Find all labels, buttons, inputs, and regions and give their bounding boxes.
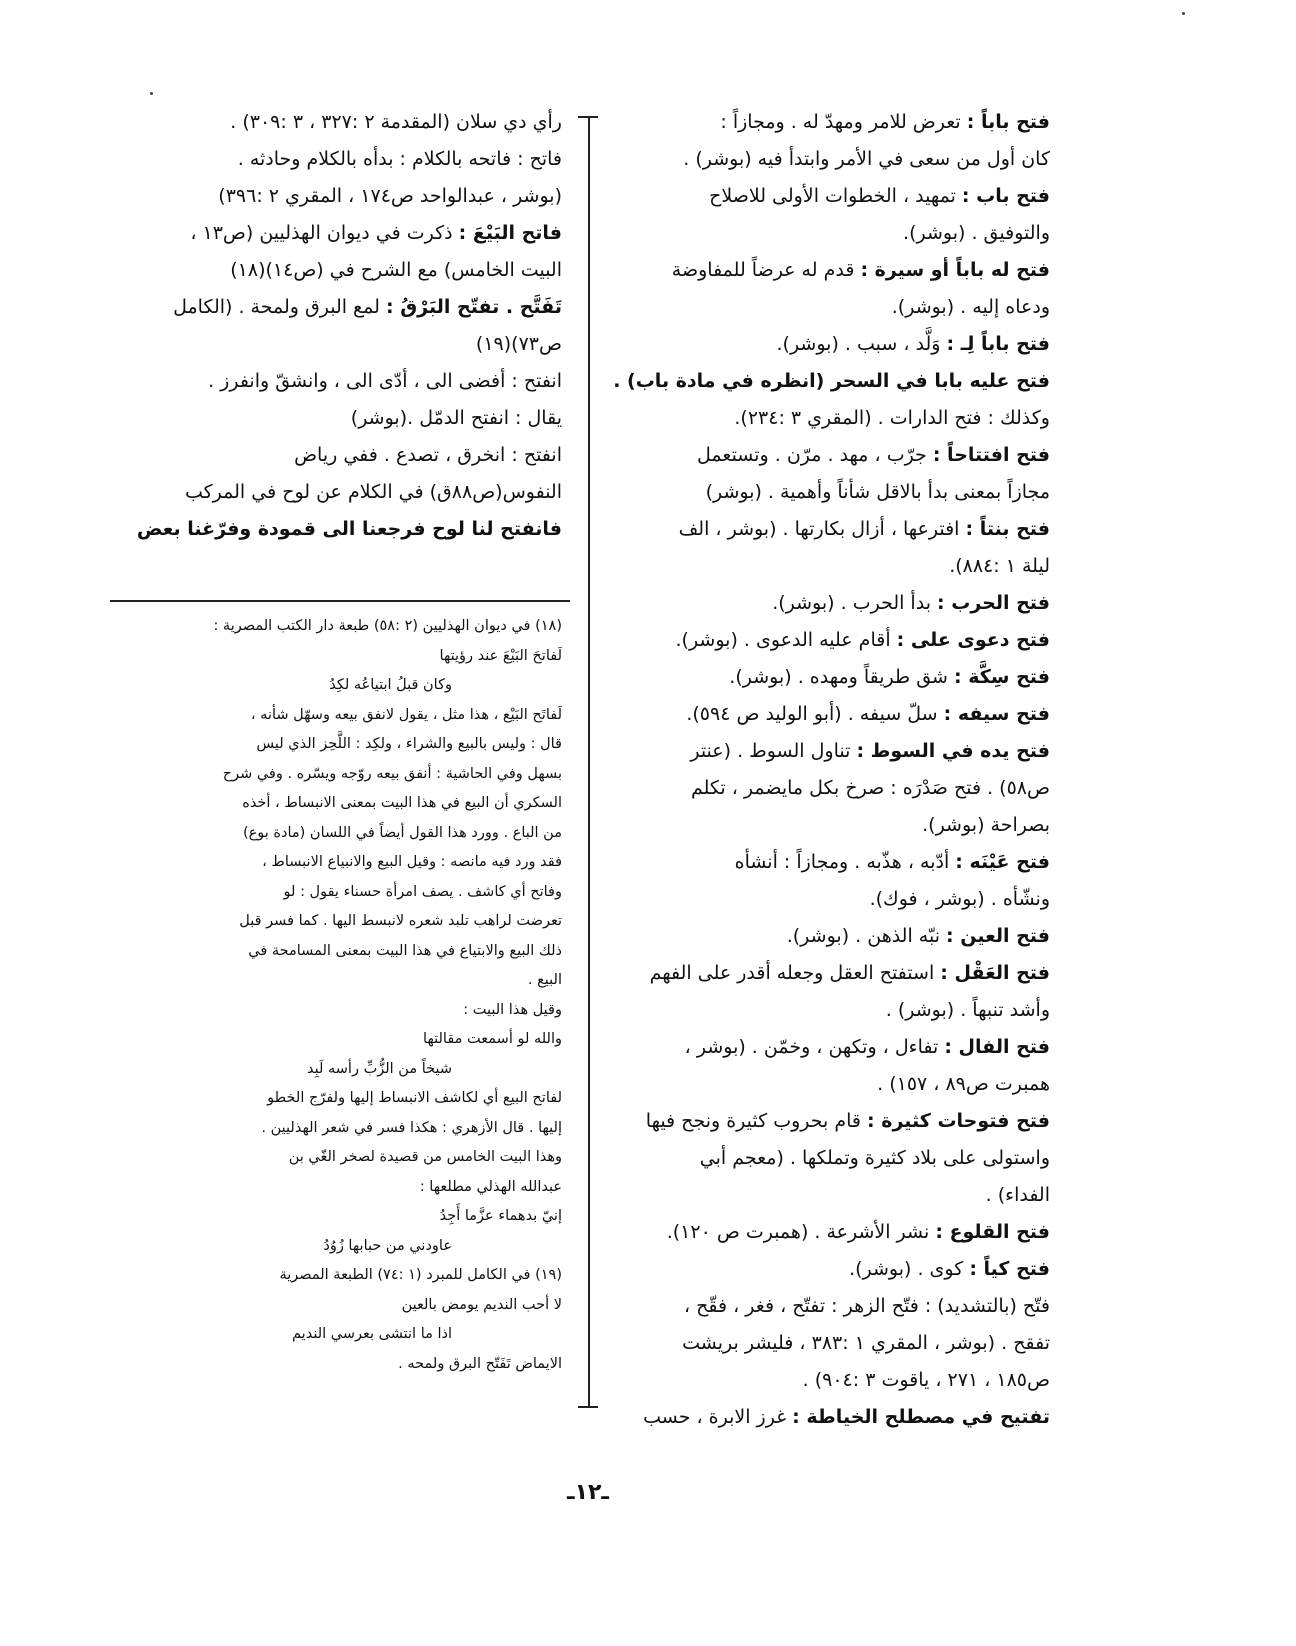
entry-headword: فتح دعوى على : [896,629,1050,651]
footnote-line: وفاتح أي كاشف . يصف امرأة حسناء يقول : لو [283,883,562,900]
entry-text: فاتح : فاتحه بالكلام : بدأه بالكلام وحادثه . [237,148,562,170]
entry-text: تناول السوط . (عنتر [690,740,857,762]
entry-headword: فتح يده في السوط : [856,740,1050,762]
entry-headword: فتح افتتاحاً : [932,444,1050,466]
text-line [610,807,1050,844]
column-divider-bottom-tick [578,1406,598,1408]
entry-text: تمهيد ، الخطوات الأولى للاصلاح [709,185,962,207]
entry-headword: تفتيح في مصطلح الخياطة : [792,1406,1050,1428]
text-line [610,955,1050,992]
entry-headword: فتح القلوع : [935,1221,1050,1243]
footnote-line: عاودني من حبابها زُوُدُ [323,1237,452,1254]
entry-headword: فانفتح لنا لوح فرجعنا الى قمودة وفرّغنا بعض [136,518,562,540]
footnote-separator [110,600,570,602]
entry-text: كان أول من سعى في الأمر وابتدأ فيه (بوشر) . [683,148,1050,170]
footnote-line: وهذا البيت الخامس من قصيدة لصخر الغّي بن [288,1149,562,1165]
text-line [610,1399,1050,1436]
scan-speck [150,92,153,95]
entry-text: تفقح . (بوشر ، المقري ١ :٣٨٣ ، فليشر بريشت [682,1332,1050,1354]
entry-text: تفاءل ، وتكهن ، وخمّن . (بوشر ، [684,1036,945,1058]
entry-headword: فتح عليه بابا في السحر (انظره في مادة باب) . [613,370,1050,392]
text-line [610,1251,1050,1288]
entry-text: سلّ سيفه . (أبو الوليد ص ٥٩٤). [686,703,944,725]
entry-text: قدم له عرضاً للمفاوضة [671,259,861,281]
footnote-line: من الباع . وورد هذا القول أيضاً في اللسان (مادة بوع) [242,824,562,841]
footnote-line: عبدالله الهذلي مطلعها : [419,1178,562,1195]
entry-text: يقال : انفتح الدمّل .(بوشر) [350,407,562,429]
entry-text: رأي دي سلان (المقدمة ٢ :٣٢٧ ، ٣ :٣٠٩) . [230,111,562,133]
entry-text: همبرت ص٨٩ ، ١٥٧) . [877,1073,1050,1095]
entry-text: انفتح : انخرق ، تصدع . ففي رياض [294,444,562,466]
entry-text: انفتح : أفضى الى ، أدّى الى ، وانشقّ وانفرز . [208,370,562,392]
text-line [610,400,1050,437]
entry-headword: فتح سيفه : [943,703,1050,725]
entry-text: شق طريقاً ومهده . (بوشر). [729,666,955,688]
text-line [115,289,562,326]
text-line [610,1066,1050,1103]
entry-headword: تَفَتَّح . تفتّح البَرْقُ : [385,296,562,318]
entry-text: كوى . (بوشر). [849,1258,970,1280]
entry-text: لمع البرق ولمحة . (الكامل [173,296,386,318]
footnote-line: إنيّ بدهماء عزَّما أَجِدُ [439,1208,562,1224]
entry-text: أدّبه ، هذّبه . ومجازاً : أنشأه [734,851,956,873]
text-line [610,511,1050,548]
entry-text: بدأ الحرب . (بوشر). [772,592,938,614]
text-line [610,252,1050,289]
entry-text: جرّب ، مهد . مرّن . وتستعمل [697,444,933,466]
text-line [610,215,1050,252]
text-line [610,1325,1050,1362]
footnote-line: قال : وليس بالبيع والشراء ، ولكِد : اللَّحِز الذي ليس [256,736,562,752]
column-divider-top-tick [578,116,598,118]
entry-text: ص٧٣)(١٩) [475,333,562,355]
text-line [610,918,1050,955]
text-line [115,141,562,178]
footnotes [115,612,562,1379]
left-column [115,104,562,548]
text-line [115,437,562,474]
text-line [610,881,1050,918]
text-line [610,326,1050,363]
text-line [610,141,1050,178]
entry-text: نشر الأشرعة . (همبرت ص ١٢٠). [666,1221,936,1243]
entry-text: نبّه الذهن . (بوشر). [786,925,947,947]
entry-text: (بوشر ، عبدالواحد ص١٧٤ ، المقري ٢ :٣٩٦) [218,185,562,207]
entry-text: غرز الابرة ، حسب [643,1406,793,1428]
text-line [115,363,562,400]
entry-text: أقام عليه الدعوى . (بوشر). [675,629,897,651]
text-line [115,474,562,511]
entry-headword: فتح باباً : [966,111,1050,133]
entry-text: قام بحروب كثيرة ونجح فيها [645,1110,868,1132]
text-line [115,104,562,141]
footnote-line: لفاتح البيع أي لكاشف الانبساط إليها ولفرّج الخطو [267,1090,562,1106]
text-line [610,844,1050,881]
page-number: ـ١٢ـ [567,1480,609,1505]
entry-headword: فتح الفال : [944,1036,1050,1058]
text-line [115,511,562,548]
text-line [610,1177,1050,1214]
entry-headword: فتح باب : [961,185,1050,207]
entry-headword: فتح الحرب : [937,592,1050,614]
entry-text: بصراحة (بوشر). [922,814,1050,836]
entry-text: والتوفيق . (بوشر). [903,222,1050,244]
text-line [610,474,1050,511]
entry-headword: فتح بنتاً : [965,518,1050,540]
entry-text: وكذلك : فتح الدارات . (المقري ٣ :٢٣٤). [734,407,1050,429]
entry-text: ليلة ١ :٨٨٤). [949,555,1050,577]
footnote-line: إليها . قال الأزهري : هكذا فسر في شعر الهذليين . [261,1119,562,1136]
entry-headword: فتح كياً : [969,1258,1050,1280]
text-line [610,1140,1050,1177]
entry-headword: فتح عَيْنَه : [955,851,1050,873]
text-line [610,1103,1050,1140]
text-line [610,437,1050,474]
text-line [610,585,1050,622]
text-line [115,178,562,215]
text-line [610,1362,1050,1399]
entry-headword: فتح له باباً أو سيرة : [860,259,1050,281]
footnote-line: وكان قبلُ ابتياعُه لكِدُ [329,677,452,693]
entry-headword: فتح العَقْل : [940,962,1050,984]
text-line [610,733,1050,770]
footnote-line: والله لو أسمعت مقالتها [423,1031,562,1047]
footnote-line: فقد ورد فيه مانصه : وقيل البيع والانبياع الانبساط ، [262,854,562,870]
entry-headword: فتح العين : [946,925,1050,947]
footnote-line: السكري أن البيع في هذا البيت بمعنى الانبساط ، أخذه [242,795,562,811]
text-line [610,770,1050,807]
entry-headword: فتح باباً لِـ : [946,333,1050,355]
text-line [115,252,562,289]
entry-text: ودعاه إليه . (بوشر). [891,296,1050,318]
text-line [610,696,1050,733]
entry-text: ذكرت في ديوان الهذليين (ص١٣ ، [190,222,459,244]
text-line [610,1214,1050,1251]
text-line [610,992,1050,1029]
text-line [115,215,562,252]
footnote-line: لَفاتَح البَيْع ، هذا مثل ، يقول لانفق بيعه وسهّل شأنه ، [250,706,562,723]
text-line [610,363,1050,400]
text-line [610,548,1050,585]
scan-speck [1182,12,1185,15]
footnote-line: وقيل هذا البيت : [463,1001,562,1018]
text-line [610,1029,1050,1066]
text-line [115,326,562,363]
footnote-line: شيخاً من الزُّبِّ رأسه لَبِد [307,1060,452,1077]
right-column [610,104,1050,1436]
entry-text: الفداء) . [985,1184,1050,1206]
entry-text: وأشد تنبهاً . (بوشر) . [885,999,1050,1021]
text-line [610,178,1050,215]
entry-text: ص٥٨) . فتح صَدْرَه : صرخ بكل مايضمر ، تكلم [690,777,1050,799]
text-line [610,659,1050,696]
entry-text: ونشّأه . (بوشر ، فوك). [869,888,1050,910]
footnote-line: ذلك البيع والابتياع في هذا البيت بمعنى المسامحة في [248,942,562,959]
entry-text: استفتح العقل وجعله أقدر على الفهم [649,962,941,984]
text-line [610,622,1050,659]
text-line [610,289,1050,326]
footnote-line: لَفاتحَ البَيْعَ عند رؤيتها [439,647,562,664]
entry-text: فتّح (بالتشديد) : فتّح الزهر : تفتّح ، فغر ، فقّح ، [683,1295,1050,1317]
column-divider [588,118,590,1408]
entry-headword: فتح سِكَّة : [954,666,1050,688]
entry-text: البيت الخامس) مع الشرح في (ص١٤)(١٨) [230,259,562,281]
entry-text: النفوس(ص٨٨ق) في الكلام عن لوح في المركب [184,481,562,503]
footnote-line: (١٨) في ديوان الهذليين (٢ :٥٨) طبعة دار الكتب المصرية : [213,618,562,634]
footnote-line: البيع . [527,972,562,988]
footnote-line: اذا ما انتشى بعرسي النديم [292,1326,452,1342]
text-line [610,104,1050,141]
entry-headword: فاتح البَيْعَ : [458,222,562,244]
entry-text: واستولى على بلاد كثيرة وتملكها . (معجم أبي [699,1147,1050,1169]
entry-headword: فتح فتوحات كثيرة : [867,1110,1050,1132]
text-line [115,400,562,437]
footnote-line: لا أحب النديم يومض بالعين [401,1296,562,1313]
footnote-line: بسهل وفي الحاشية : أنفق بيعه روّجه ويسّره . وفي شرح [222,765,562,782]
entry-text: ص١٨٥ ، ٢٧١ ، ياقوت ٣ :٩٠٤) . [802,1369,1050,1391]
footnote-line: الايماض تَفَتّح البرق ولمحه . [398,1355,562,1372]
text-line [610,1288,1050,1325]
footnote-line: تعرضت لراهب تلبد شعره لانبسط اليها . كما فسر قبل [239,913,562,929]
entry-text: افترعها ، أزال بكارتها . (بوشر ، الف [678,518,966,540]
entry-text: مجازاً بمعنى بدأ بالاقل شأناً وأهمية . (بوشر) [705,481,1050,503]
entry-text: وَلَّد ، سبب . (بوشر). [776,333,947,355]
entry-text: تعرض للامر ومهدّ له . ومجازاً : [720,111,967,133]
footnote-line: (١٩) في الكامل للمبرد (١ :٧٤) الطبعة المصرية [279,1267,562,1283]
